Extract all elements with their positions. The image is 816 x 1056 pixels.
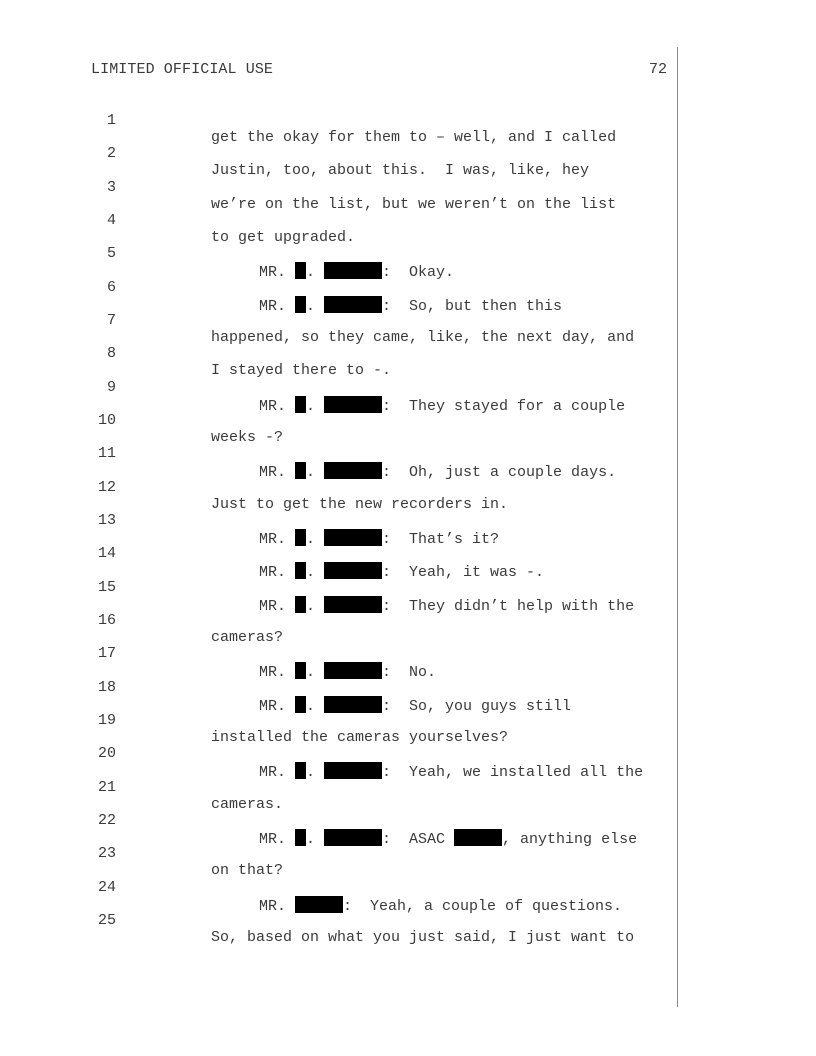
speech-text: : Yeah, it was -. <box>382 564 545 581</box>
speaker-title: MR. <box>259 464 296 481</box>
line-number: 14 <box>97 545 116 562</box>
line-number: 12 <box>97 479 116 496</box>
speech-text: : ASAC <box>382 831 455 848</box>
speech-text: : No. <box>382 664 437 681</box>
transcript-line <box>0 162 816 213</box>
line-number: 4 <box>106 212 116 229</box>
initial-separator: . <box>306 398 325 415</box>
transcript-line <box>0 462 816 513</box>
line-number: 6 <box>106 279 116 296</box>
line-number: 15 <box>97 579 116 596</box>
line-text: I stayed there to -. <box>211 362 392 379</box>
speaker-title: MR. <box>259 764 296 781</box>
line-number: 17 <box>97 645 116 662</box>
transcript-line <box>0 362 816 415</box>
transcript-line <box>0 395 816 446</box>
line-number: 9 <box>106 379 116 396</box>
speech-text: : So, you guys still <box>382 698 572 715</box>
initial-separator: . <box>306 464 325 481</box>
line-number: 2 <box>106 145 116 162</box>
speech-text: : So, but then this <box>382 298 563 315</box>
speech-text: : Oh, just a couple days. <box>382 464 617 481</box>
speaker-title: MR. <box>259 264 296 281</box>
line-number: 23 <box>97 845 116 862</box>
line-number: 25 <box>97 912 116 929</box>
line-text: cameras? <box>211 629 284 646</box>
line-number: 13 <box>97 512 116 529</box>
line-text: Just to get the new recorders in. <box>211 496 509 513</box>
transcript-line <box>0 662 816 715</box>
line-number: 22 <box>97 812 116 829</box>
line-number: 18 <box>97 679 116 696</box>
line-text: So, based on what you just said, I just want to <box>211 929 635 946</box>
initial-separator: . <box>306 298 325 315</box>
line-text: on that? <box>211 862 284 879</box>
line-number: 11 <box>97 445 116 462</box>
speech-text: : Yeah, we installed all the <box>382 764 644 781</box>
initial-separator: . <box>306 531 325 548</box>
transcript-line <box>0 228 816 281</box>
speech-text: : They didn’t help with the <box>382 598 635 615</box>
transcript-line <box>0 628 816 681</box>
line-number: 16 <box>97 612 116 629</box>
transcript-line <box>0 495 816 548</box>
line-number: 1 <box>106 112 116 129</box>
speaker-title: MR. <box>259 898 296 915</box>
line-text: weeks -? <box>211 429 284 446</box>
transcript-line <box>0 695 816 746</box>
line-number: 10 <box>97 412 116 429</box>
speech-text: : They stayed for a couple <box>382 398 626 415</box>
initial-separator: . <box>306 264 325 281</box>
initial-separator: . <box>306 764 325 781</box>
speaker-title: MR. <box>259 664 296 681</box>
transcript-line <box>0 295 816 346</box>
page-number: 72 <box>648 61 667 78</box>
initial-separator: . <box>306 598 325 615</box>
speaker-title: MR. <box>259 531 296 548</box>
transcript-line <box>0 528 816 581</box>
line-number: 21 <box>97 779 116 796</box>
speaker-title: MR. <box>259 298 296 315</box>
transcript-line <box>0 128 816 179</box>
line-text: we’re on the list, but we weren’t on the list <box>211 196 617 213</box>
line-text: to get upgraded. <box>211 229 356 246</box>
line-text: get the okay for them to – well, and I called <box>211 129 617 146</box>
line-text: Justin, too, about this. I was, like, hey <box>211 162 590 179</box>
speech-text: : Okay. <box>382 264 455 281</box>
transcript-line <box>0 195 816 246</box>
line-text: cameras. <box>211 796 284 813</box>
initial-separator: . <box>306 698 325 715</box>
speaker-title: MR. <box>259 698 296 715</box>
speaker-title: MR. <box>259 398 296 415</box>
line-text: installed the cameras yourselves? <box>211 729 509 746</box>
transcript-line <box>0 728 816 781</box>
initial-separator: . <box>306 664 325 681</box>
transcript-line <box>0 762 816 813</box>
line-number: 20 <box>97 745 116 762</box>
line-number: 24 <box>97 879 116 896</box>
speech-text: : That’s it? <box>382 531 500 548</box>
transcript-line <box>0 795 816 848</box>
transcript-line <box>0 95 816 146</box>
transcript-line <box>0 562 816 615</box>
line-text: happened, so they came, like, the next day, and <box>211 329 635 346</box>
line-number: 8 <box>106 345 116 362</box>
speaker-title: MR. <box>259 831 296 848</box>
transcript-line <box>0 262 816 315</box>
transcript-line <box>0 595 816 646</box>
line-number: 3 <box>106 179 116 196</box>
transcript-line <box>0 895 816 946</box>
initial-separator: . <box>306 831 325 848</box>
speech-text: : Yeah, a couple of questions. <box>343 898 623 915</box>
line-number: 7 <box>106 312 116 329</box>
transcript-line <box>0 328 816 379</box>
line-number: 5 <box>106 245 116 262</box>
transcript-line <box>0 828 816 879</box>
speaker-title: MR. <box>259 564 296 581</box>
initial-separator: . <box>306 564 325 581</box>
classification-header: LIMITED OFFICIAL USE <box>91 61 274 78</box>
speaker-title: MR. <box>259 598 296 615</box>
speech-text-continued: , anything else <box>502 831 638 848</box>
transcript-line <box>0 862 816 915</box>
transcript-line <box>0 428 816 481</box>
line-number: 19 <box>97 712 116 729</box>
